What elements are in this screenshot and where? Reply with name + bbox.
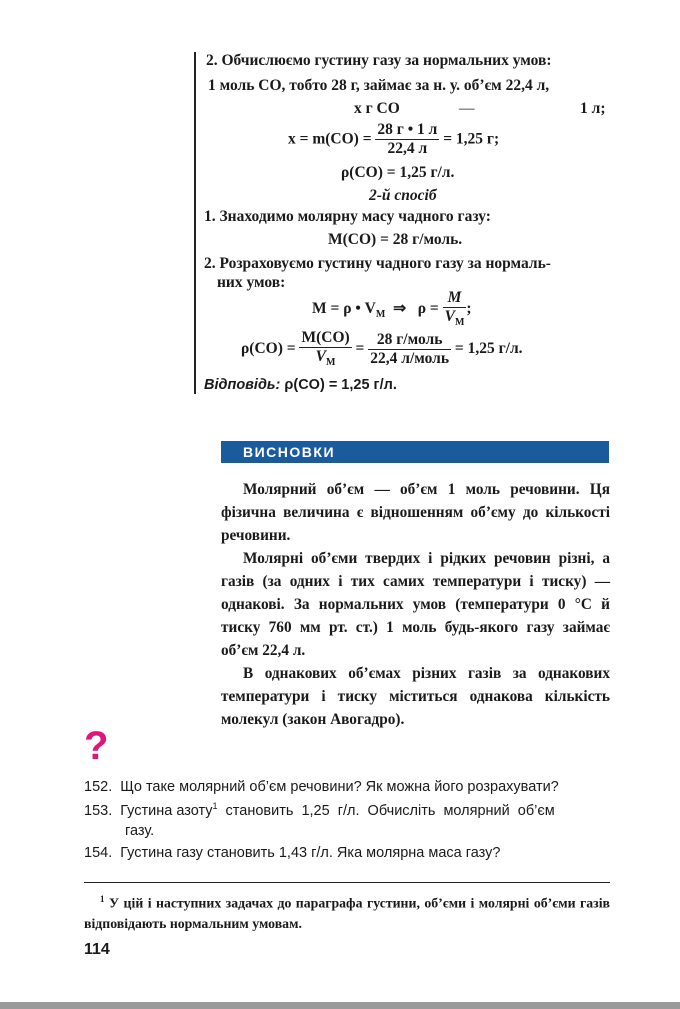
question-text-b: становить 1,25 г/л. Обчисліть молярний об’єм (217, 802, 555, 819)
eq-calc-denominator-2: 22,4 л/моль (370, 349, 450, 367)
eq-mass-lhs: x = m(CO) = (288, 130, 372, 148)
eq-formula-fraction (443, 290, 467, 329)
equation-density-formula (312, 290, 472, 329)
eq-mass-rhs: = 1,25 г; (443, 130, 500, 148)
conclusions-title: ВИСНОВКИ (243, 444, 336, 460)
molar-mass-equation: M(CO) = 28 г/моль. (328, 231, 463, 248)
eq-formula-left-sub: M (375, 309, 386, 321)
footnote-marker: 1 (100, 894, 105, 904)
eq-formula-numerator: M (443, 290, 467, 308)
proportion-right: 1 л; (580, 100, 606, 117)
question-154 (84, 845, 500, 861)
margin-rule (194, 52, 196, 394)
question-text: Що таке молярний об’єм речовини? Як можна його розрахувати? (120, 779, 559, 795)
conclusions-banner (221, 441, 609, 463)
eq-calc-numerator-1: M(CO) (299, 330, 351, 348)
method-2-step-2-line-1: 2. Розраховуємо густину чадного газу за нормаль- (204, 255, 551, 272)
conclusions-body (221, 478, 610, 731)
eq-mass-numerator: 28 г • 1 л (375, 122, 439, 140)
proportion-dash: — (459, 100, 475, 117)
footnote-divider (84, 882, 610, 883)
eq-calc-fraction-2 (368, 332, 451, 368)
eq-calc-equals: = (355, 340, 365, 357)
question-text-a: Густина азоту (120, 802, 213, 819)
proportion-left: x г СО (354, 100, 400, 117)
answer-value: ρ(CO) = 1,25 г/л. (284, 377, 397, 393)
method-2-step-2-line-2: них умов: (217, 274, 286, 291)
equation-mass (288, 122, 499, 158)
question-153 (84, 801, 612, 819)
eq-mass-fraction (375, 122, 439, 158)
density-result: ρ(CO) = 1,25 г/л. (341, 164, 455, 181)
eq-mass-denominator: 22,4 л (387, 140, 428, 158)
footnote-ref: 1 (212, 801, 218, 811)
eq-calc-denominator-1: V (315, 348, 326, 366)
eq-calc-numerator-2: 28 г/моль (368, 332, 451, 350)
eq-calc-fraction-1 (299, 330, 351, 369)
eq-calc-rhs: = 1,25 г/л. (454, 340, 523, 357)
conclusion-paragraph-3: В однакових об’ємах різних газів за однакових температури і тиску міститься однакова кількість молекул (закон Авогадро). (221, 665, 610, 728)
eq-formula-denominator-sub: M (454, 317, 465, 329)
footnote (84, 889, 610, 934)
question-152 (84, 779, 559, 795)
question-153-continued: газу. (125, 823, 155, 839)
answer-line (204, 377, 397, 393)
step-2-heading: 2. Обчислюємо густину газу за нормальних умов: (206, 52, 552, 69)
question-mark-icon: ? (84, 724, 109, 768)
method-2-heading: 2-й спосіб (369, 187, 437, 204)
question-number: 154. (84, 845, 113, 861)
mole-statement: 1 моль СО, тобто 28 г, займає за н. у. об’єм 22,4 л, (208, 77, 550, 94)
eq-formula-left: M = ρ • V (312, 300, 376, 317)
eq-formula-rho: ρ = (417, 300, 439, 317)
implies-arrow: ⇒ (393, 300, 407, 317)
conclusion-paragraph-2: Молярні об’єми твердих і рідких речовин різні, а газів (за одних і тих самих температури і тиску) — однакові. За нормальних умов (температури 0 °С й тиску 760 мм рт. ст.) 1 моль будь-якого газу займає об’єм 22,4 л. (221, 550, 610, 659)
question-number: 153. (84, 802, 113, 819)
eq-calc-lhs: ρ(CO) = (241, 340, 296, 357)
eq-formula-denominator: V (444, 308, 455, 326)
question-text: Густина газу становить 1,43 г/л. Яка молярна маса газу? (120, 845, 501, 861)
equation-density-calc (241, 330, 523, 369)
answer-label: Відповідь: (204, 377, 281, 393)
method-2-step-1: 1. Знаходимо молярну масу чадного газу: (204, 208, 491, 225)
conclusion-paragraph-1: Молярний об’єм — об’єм 1 моль речовини. Ця фізична величина є відношенням об’єму до кількості речовини. (221, 481, 610, 544)
question-number: 152. (84, 779, 113, 795)
footnote-text: У цій і наступних задачах до параграфа густини, об’єми і молярні об’єми газів відповідають нормальним умовам. (84, 895, 610, 931)
page-bottom-bar (0, 1002, 680, 1009)
eq-calc-denominator-1-sub: M (326, 357, 336, 369)
page-number: 114 (84, 941, 110, 958)
eq-formula-end: ; (466, 300, 472, 317)
